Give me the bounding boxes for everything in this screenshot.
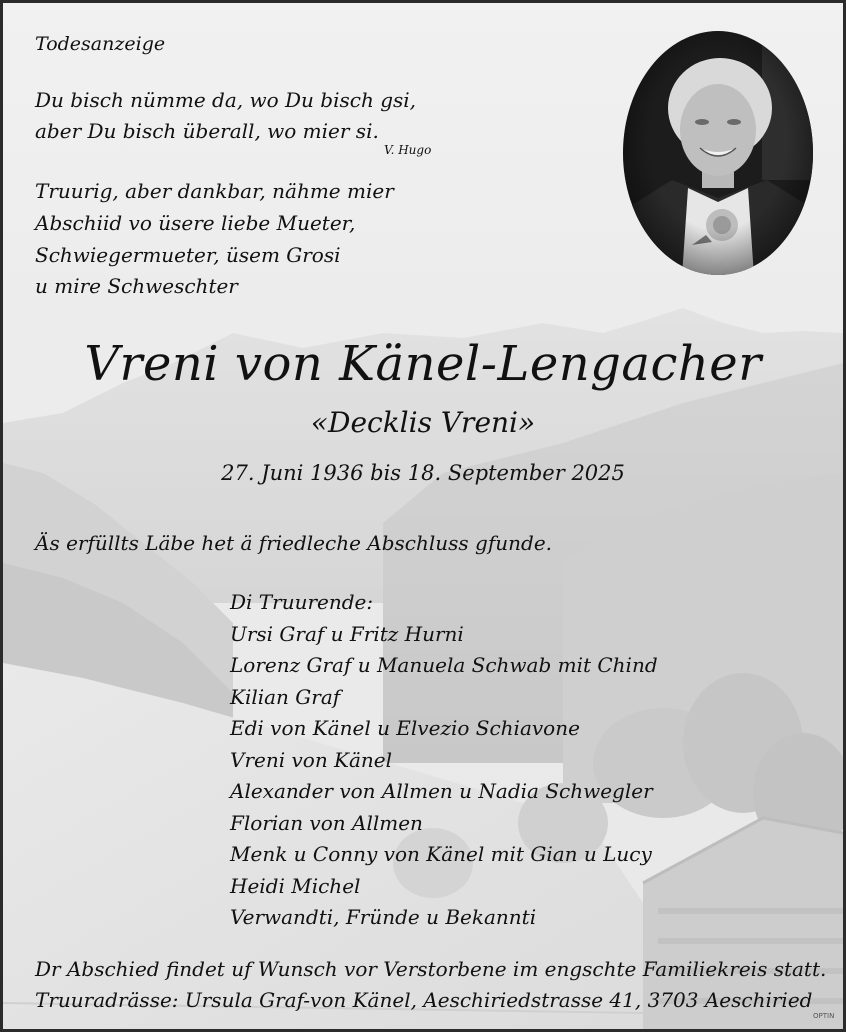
portrait-photo bbox=[622, 30, 814, 276]
deceased-name: Vreni von Känel-Lengacher bbox=[84, 336, 762, 392]
poem-author: V. Hugo bbox=[384, 143, 432, 157]
mourner-entry: Florian von Allmen bbox=[230, 810, 423, 835]
poem-line-1: Du bisch nümme da, wo Du bisch gsi, bbox=[35, 88, 417, 112]
life-dates: 27. Juni 1936 bis 18. September 2025 bbox=[221, 461, 625, 485]
mourner-entry: Ursi Graf u Fritz Hurni bbox=[230, 621, 464, 646]
grief-text-line: Abschiid vo üsere liebe Mueter, bbox=[35, 211, 356, 235]
farewell-info: Dr Abschied findet uf Wunsch vor Verstorbene im engschte Familiekreis statt. bbox=[35, 957, 827, 981]
mourner-entry: Heidi Michel bbox=[230, 873, 361, 898]
deceased-nickname: «Decklis Vreni» bbox=[310, 406, 536, 439]
grief-text-line: Schwiegermueter, üsem Grosi bbox=[35, 243, 341, 267]
mourners-list bbox=[230, 587, 658, 934]
grief-text-line: u mire Schweschter bbox=[35, 274, 238, 298]
poem-line-2: aber Du bisch überall, wo mier si. bbox=[35, 119, 379, 143]
mourner-entry: Lorenz Graf u Manuela Schwab mit Chind bbox=[230, 653, 658, 677]
mourner-entry: Kilian Graf bbox=[230, 684, 341, 709]
mourning-address: Truuradrässe: Ursula Graf-von Känel, Aeschiriedstrasse 41, 3703 Aeschiried bbox=[35, 988, 813, 1012]
mourner-entry: Edi von Känel u Elvezio Schiavone bbox=[230, 716, 580, 740]
mourner-entry: Verwandti, Fründe u Bekannti bbox=[230, 905, 537, 929]
notice-label: Todesanzeige bbox=[35, 33, 166, 55]
mourners-heading: Di Truurende: bbox=[230, 590, 374, 614]
epitaph: Äs erfüllts Läbe het ä friedleche Abschluss gfunde. bbox=[35, 531, 553, 555]
mourner-entry: Menk u Conny von Känel mit Gian u Lucy bbox=[230, 842, 652, 866]
mourner-entry: Alexander von Allmen u Nadia Schwegler bbox=[230, 779, 653, 803]
grief-text-line: Truurig, aber dankbar, nähme mier bbox=[35, 179, 394, 203]
publisher-watermark: OPTIN bbox=[813, 1012, 835, 1020]
mourner-entry: Vreni von Känel bbox=[230, 747, 393, 772]
